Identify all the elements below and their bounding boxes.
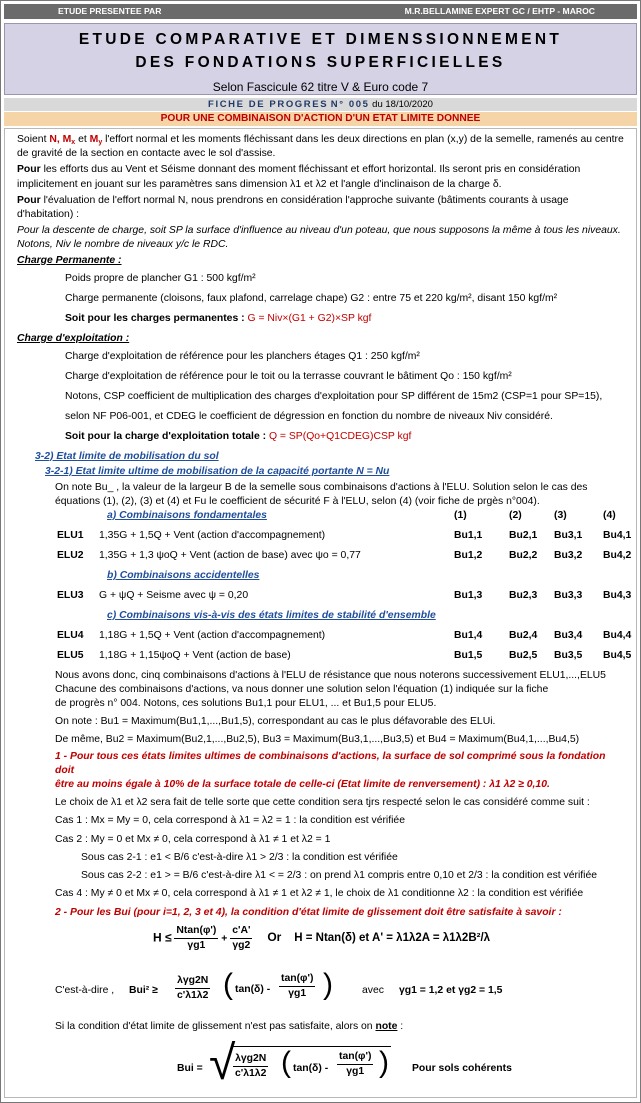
cell: Bu2,2 <box>509 550 538 562</box>
f1-or: Or <box>267 930 282 945</box>
f2-paren-close: ) <box>323 967 333 1001</box>
cell: Bu2,5 <box>509 650 538 662</box>
row-desc: 1,18G + 1,5Q + Vent (action d'accompagnement) <box>99 630 326 642</box>
f3-lhs: Bui = <box>177 1062 203 1074</box>
intro-p3: l'évaluation de l'effort normal N, nous prendrons en considération l'approche suivante (bâtiments courants à usage d'habitation) : <box>17 194 569 220</box>
case-4: Cas 4 : My ≠ 0 et Mx ≠ 0, cela correspond à λ1 ≠ 1 et λ2 ≠ 1, le choix de λ1 conditionne λ2 : la condition est vérifiée <box>55 887 584 899</box>
cell: Bu4,5 <box>603 650 632 662</box>
cell: Bu3,2 <box>554 550 583 562</box>
combos-header-row <box>17 509 626 529</box>
f2-avec: avec <box>362 984 384 996</box>
fiche-number: N° 005 <box>330 99 370 110</box>
f3-num: λγg2N <box>233 1052 268 1067</box>
charge-exp-line-2: Charge d'exploitation de référence pour le toit ou la terrasse couvrant le bâtiment Qo : 150 kgf/m² <box>65 370 512 382</box>
f2-inner-frac <box>279 972 315 1001</box>
cell: Bu3,5 <box>554 650 583 662</box>
title-line-2: DES FONDATIONS SUPERFICIELLES <box>135 53 506 71</box>
cell: Bu3,1 <box>554 530 583 542</box>
combos-c-heading: c) Combinaisons vis-à-vis des états limites de stabilité d'ensemble <box>107 610 436 622</box>
header-left: ETUDE PRESENTEE PAR <box>58 5 162 16</box>
combos-b-row <box>17 569 626 589</box>
title-box <box>4 23 637 95</box>
col-header-1: (1) <box>454 510 467 522</box>
cell: Bu4,1 <box>603 530 632 542</box>
charge-exp-heading: Charge d'exploitation : <box>17 332 130 344</box>
header-bar <box>4 4 637 19</box>
intro-p2: les efforts dus au Vent et Séisme donnant des moment fléchissant et effort horizontal. Ils seront pris en considération implicitement en jouant sur les paramètres sans dimension λ1 et λ2 et l'angle d'inclinaison de la charge δ. <box>17 164 581 190</box>
p-not-note: note <box>375 1020 398 1032</box>
f2-num: λγg2N <box>175 974 210 989</box>
f2-inner-den: γg1 <box>288 987 307 999</box>
cell: Bu3,3 <box>554 590 583 602</box>
f3-inner: tan(δ) - <box>293 1062 329 1074</box>
cell: Bu1,4 <box>454 630 483 642</box>
formula-3 <box>17 1036 626 1100</box>
cell: Bu2,4 <box>509 630 538 642</box>
intro-para-2 <box>17 163 626 191</box>
charge-exp-line-4: selon NF P06-001, et CDEG le coefficient de dégression en fonction du nombre de niveaux Niv considéré. <box>65 410 553 422</box>
rule-2: 2 - Pour les Bui (pour i=1, 2, 3 et 4), la condition d'état limite de glissement doit être satisfaite à savoir : <box>55 906 562 918</box>
charge-exp-line-5 <box>17 430 626 448</box>
row-desc: 1,35G + 1,5Q + Vent (action d'accompagnement) <box>99 530 326 542</box>
case-2-2: Sous cas 2-2 : e1 > = B/6 c'est-à-dire λ1 < = 2/3 : on prend λ1 compris entre 0,10 et 2/3 : la condition est vérifiée <box>81 869 598 881</box>
sqrt-icon: √ <box>209 1036 236 1090</box>
cell: Bu4,4 <box>603 630 632 642</box>
cell: Bu2,1 <box>509 530 538 542</box>
f1-h: H ≤ <box>152 930 172 945</box>
charge-perm-line-2: Charge permanente (cloisons, faux plafond, carrelage chape) G2 : entre 75 et 220 kg/m², disant 150 kgf/m² <box>65 292 558 304</box>
f3-inner-frac <box>337 1050 373 1079</box>
combinations-table <box>17 509 632 669</box>
f1-den-2: γg2 <box>232 939 251 951</box>
section-3-2-heading: 3-2) Etat limite de mobilisation du sol <box>35 450 219 462</box>
formula-2 <box>17 966 626 1016</box>
f3-inner-num: tan(φ') <box>337 1050 373 1065</box>
f3-note: Pour sols cohérents <box>412 1062 512 1074</box>
f3-den: c'λ1λ2 <box>235 1067 267 1079</box>
charge-exp-line-3: Notons, CSP coefficient de multiplication des charges d'exploitation pour SP différent de 15m2 (CSP=1 pour SP=15), <box>65 390 603 402</box>
f3-paren-open: ( <box>281 1045 291 1079</box>
row-desc: 1,35G + 1,3 ψoQ + Vent (action de base) avec ψo = 0,77 <box>99 550 361 562</box>
section-3-2-1-heading: 3-2-1) Etat limite ultime de mobilisation de la capacité portante N = Nu <box>45 465 390 477</box>
row-desc: 1,18G + 1,15ψoQ + Vent (action de base) <box>99 650 291 662</box>
after-para-3: de progrès n° 004. Notons, ces solutions Bu1,1 pour ELU1, ... et Bu1,5 pour ELU5. <box>55 698 437 710</box>
table-row <box>17 549 632 569</box>
f3-frac <box>233 1052 268 1081</box>
f2-inner-num: tan(φ') <box>279 972 315 987</box>
f1-den-1: γg1 <box>187 939 206 951</box>
intro-para-4: Pour la descente de charge, soit SP la surface d'influence au niveau d'un poteau, que nous supposons la même à tous les niveaux. Notons, Niv le nombre de niveaux y/c le RDC. <box>17 224 621 250</box>
f3-paren-close: ) <box>379 1045 389 1079</box>
cell: Bu1,1 <box>454 530 483 542</box>
f1-num-2: c'A' <box>230 924 252 939</box>
after-para-6: Le choix de λ1 et λ2 sera fait de telle sorte que cette condition sera tjrs respecté selon le cas considéré comme suit : <box>55 797 590 809</box>
cell: Bu4,3 <box>603 590 632 602</box>
sqrt-bar <box>231 1046 391 1047</box>
row-key: ELU4 <box>57 630 84 642</box>
section-para-2: équations (1), (2), (3) et (4) et Fu le coefficient de sécurité F à l'ELU, selon (4) (voir fiche de prgès n°004). <box>55 496 540 507</box>
row-desc: G + ψQ + Seisme avec ψ = 0,20 <box>99 590 249 602</box>
f1-num-1: Ntan(φ') <box>174 924 218 939</box>
combos-a-heading: a) Combinaisons fondamentales <box>107 510 267 522</box>
case-2: Cas 2 : My = 0 et Mx ≠ 0, cela correspond à λ1 ≠ 1 et λ2 = 1 <box>55 833 331 845</box>
case-2-1: Sous cas 2-1 : e1 < B/6 c'est-à-dire λ1 > 2/3 : la condition est vérifiée <box>81 851 398 863</box>
combos-c-row <box>17 609 626 629</box>
f2-inner: tan(δ) - <box>235 983 271 995</box>
header-right: M.R.BELLAMINE EXPERT GC / EHTP - MAROC <box>404 5 595 16</box>
after-para-2: Chacune des combinaisons d'actions, va nous donner une solution selon l'équation (1) indiquée sur la fiche <box>55 684 549 696</box>
f1-frac-1 <box>174 924 218 953</box>
fiche-date: du 18/10/2020 <box>372 99 433 110</box>
intro-para-3: Pour l'évaluation de l'effort normal N, nous prendrons en considération l'approche suivante (bâtiments courants à usage d'habitation) : <box>17 194 569 220</box>
cell: Bu3,4 <box>554 630 583 642</box>
para-not-satisfied: Si la condition d'état limite de glissement n'est pas satisfaite, alors on note : <box>55 1020 404 1032</box>
pour-word: Pour <box>17 164 41 176</box>
charge-exp-line-1: Charge d'exploitation de référence pour les planchers étages Q1 : 250 kgf/m² <box>65 350 420 362</box>
f2-paren-open: ( <box>223 967 233 1001</box>
after-para-5: De même, Bu2 = Maximum(Bu2,1,...,Bu2,5), Bu3 = Maximum(Bu3,1,...,Bu3,5) et Bu4 = Maximum(Bu4,1,...,Bu4,5) <box>55 734 580 746</box>
col-header-4: (4) <box>603 510 616 522</box>
f1-rest: H = Ntan(δ) et A' = λ1λ2A = λ1λ2B²/λ <box>294 932 491 945</box>
charge-exp-line-5-a: Soit pour la charge d'exploitation totale : <box>65 430 269 442</box>
intro-text: Soient <box>17 134 50 145</box>
after-para-4: On note : Bu1 = Maximum(Bu1,1,...,Bu1,5), correspondant au cas le plus défavorable des ELUi. <box>55 716 496 728</box>
formula-1 <box>17 924 626 964</box>
intro-para-1: Soient N, $M_x$ et $M_y$ l'effort normal et les moments fléchissant dans les deux directions en plan (x,y) de la semelle, ramenés au centre de gravité de la section en contacte avec le sol d'assise. <box>17 134 624 160</box>
f2-pre: C'est-à-dire , <box>55 984 115 996</box>
col-header-2: (2) <box>509 510 522 522</box>
f2-gamma: γg1 = 1,2 et γg2 = 1,5 <box>399 984 503 996</box>
charge-perm-formula: G = Niv×(G1 + G2)×SP kgf <box>247 312 372 324</box>
title-line-1: ETUDE COMPARATIVE ET DIMENSSIONNEMENT <box>78 31 563 48</box>
cell: Bu1,2 <box>454 550 483 562</box>
row-key: ELU5 <box>57 650 84 662</box>
rule-1-line-1: 1 - Pour tous ces états limites ultimes de combinaisons d'actions, la surface de sol comprimé sous la fondation doit <box>55 751 606 777</box>
table-row <box>17 529 632 549</box>
f3-inner-den: γg1 <box>346 1065 365 1077</box>
fiche-label: FICHE DE PROGRES <box>208 99 329 110</box>
case-1: Cas 1 : Mx = My = 0, cela correspond à λ1 = λ2 = 1 : la condition est vérifiée <box>55 815 405 827</box>
charge-perm-heading: Charge Permanente : <box>17 254 122 266</box>
charge-perm-line-3 <box>17 312 626 330</box>
cell: Bu4,2 <box>603 550 632 562</box>
charge-exp-formula: Q = SP(Qo+Q1CDEG)CSP kgf <box>268 430 412 442</box>
f2-lhs: Bui² ≥ <box>129 984 158 996</box>
row-key: ELU2 <box>57 550 84 562</box>
table-row <box>17 649 632 669</box>
row-key: ELU1 <box>57 530 84 542</box>
content-area <box>4 128 637 1098</box>
banner: POUR UNE COMBINAISON D'ACTION D'UN ETAT LIMITE DONNEE <box>4 112 637 126</box>
row-key: ELU3 <box>57 590 84 602</box>
section-para-1: On note Bu_ , la valeur de la largeur B de la semelle sous combinaisons d'actions à l'ELU. Solution selon le cas des <box>55 481 588 493</box>
p-not-text: Si la condition d'état limite de glissement n'est pas satisfaite, alors on <box>55 1020 373 1032</box>
charge-perm-line-1: Poids propre de plancher G1 : 500 kgf/m² <box>65 272 256 284</box>
cell: Bu1,3 <box>454 590 483 602</box>
after-para-1: Nous avons donc, cinq combinaisons d'actions à l'ELU de résistance que nous noterons successivement ELU1,...,ELU5 <box>55 670 606 682</box>
f1-frac-2 <box>230 924 252 953</box>
f2-den: c'λ1λ2 <box>177 989 209 1001</box>
f2-frac <box>175 974 210 1003</box>
title-line-3: Selon Fascicule 62 titre V & Euro code 7 <box>212 79 429 94</box>
cell: Bu1,5 <box>454 650 483 662</box>
charge-perm-line-3-a: Soit pour les charges permanentes : <box>65 312 248 324</box>
fiche-bar <box>4 98 637 111</box>
intro-p1-b: l'effort normal et les moments fléchissant dans les deux directions en plan (x,y) de la semelle, ramenés au centre de gravité de la section en contacte avec le sol d'assise. <box>17 134 624 160</box>
f1-plus: + <box>221 933 228 945</box>
col-header-3: (3) <box>554 510 567 522</box>
table-row <box>17 629 632 649</box>
combos-b-heading: b) Combinaisons accidentelles <box>107 570 260 582</box>
rule-1-line-2: être au moins égale à 10% de la surface totale de celle-ci (Etat limite de renversement) : λ1 λ2 ≥ 0,10. <box>55 779 550 791</box>
cell: Bu2,3 <box>509 590 538 602</box>
table-row <box>17 589 632 609</box>
